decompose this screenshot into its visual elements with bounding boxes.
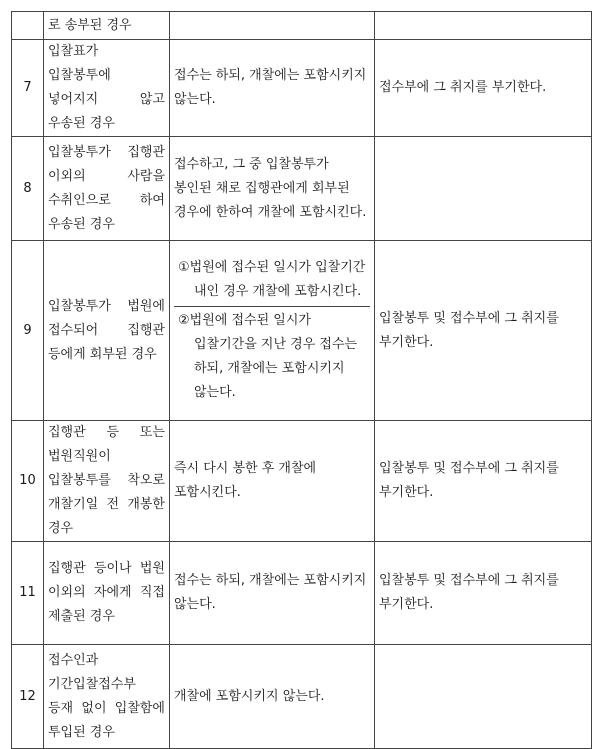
table-row [12,40,592,137]
treatment-subcase-1: ①법원에 접수된 일시가 입찰기간 내인 경우 개찰에 포함시킨다. [178,260,366,299]
row-number [12,12,44,40]
row-number: 11 [12,542,44,645]
case-cell: 접수인과 기간입찰접수부 등재 없이 입찰함에 투입된 경우 [44,645,170,749]
action-cell [375,12,592,40]
case-cell: 집행관 등 또는 법원직원이 입찰봉투를 착오로 개찰기일 전 개봉한 경우 [44,421,170,542]
treatment-cell [170,12,375,40]
row-number: 10 [12,421,44,542]
case-cell: 집행관 등이나 법원 이외의 자에게 직접 제출된 경우 [44,542,170,645]
case-cell: 입찰봉투가 법원에 접수되어 집행관 등에게 회부된 경우 [44,241,170,421]
table-row [12,12,592,40]
treatment-cell [170,241,375,421]
table-row [12,421,592,542]
table-row [12,542,592,645]
row-number: 7 [12,40,44,137]
action-cell: 접수부에 그 취지를 부기한다. [375,40,592,137]
treatment-cell: 접수하고, 그 중 입찰봉투가 봉인된 채로 집행관에게 회부된 경우에 한하여 개찰에 포함시킨다. [170,137,375,241]
row-number: 12 [12,645,44,749]
treatment-cell: 접수는 하되, 개찰에는 포함시키지 않는다. [170,542,375,645]
table-row [12,241,592,421]
case-cell: 입찰표가 입찰봉투에 넣어지지 않고 우송된 경우 [44,40,170,137]
row-number: 9 [12,241,44,421]
action-cell [375,645,592,749]
action-cell: 입찰봉투 및 접수부에 그 취지를 부기한다. [375,542,592,645]
action-cell: 입찰봉투 및 접수부에 그 취지를 부기한다. [375,241,592,421]
treatment-cell: 접수는 하되, 개찰에는 포함시키지 않는다. [170,40,375,137]
table-row [12,645,592,749]
action-cell: 입찰봉투 및 접수부에 그 취지를 부기한다. [375,421,592,542]
rules-table [11,11,592,749]
case-cell: 로 송부된 경우 [44,12,170,40]
treatment-subcase-2: ②법원에 접수된 일시가 입찰기간을 지난 경우 접수는 하되, 개찰에는 포함시키지 않는다. [174,306,370,407]
row-number: 8 [12,137,44,241]
treatment-cell: 즉시 다시 봉한 후 개찰에 포함시킨다. [170,421,375,542]
action-cell [375,137,592,241]
case-cell: 입찰봉투가 집행관 이외의 사람을 수취인으로 하여 우송된 경우 [44,137,170,241]
table-row [12,137,592,241]
treatment-cell: 개찰에 포함시키지 않는다. [170,645,375,749]
